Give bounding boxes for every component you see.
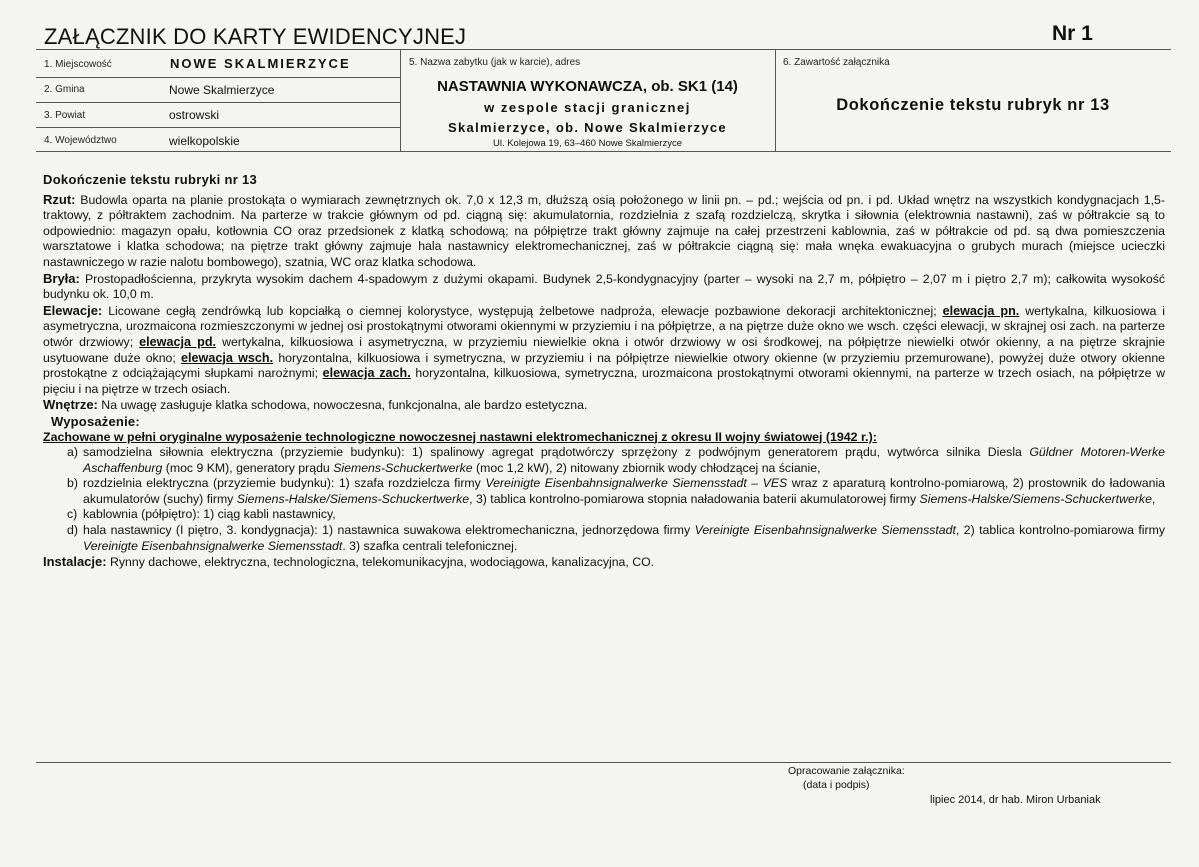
item-b-firm-1: Vereinigte Eisenbahnsignalwerke Siemensstadt – VES <box>485 476 788 491</box>
nazwa-line1: NASTAWNIA WYKONAWCZA, ob. SK1 (14) <box>437 78 738 95</box>
item-a-firm-2: Siemens-Schuckertwerke <box>333 460 473 475</box>
nazwa-line3: Skalmierzyce, ob. Nowe Skalmierzyce <box>448 120 727 135</box>
gmina-value: Nowe Skalmierzyce <box>169 83 275 97</box>
item-d-text-2: , 2) tablica kontrolno-pomiarowa firmy <box>955 523 1165 538</box>
elewacja-pd-label: elewacja pd. <box>139 334 217 349</box>
marker-d: d) <box>67 523 78 538</box>
list-item-d <box>43 523 1165 554</box>
list-item-c <box>43 507 1165 523</box>
rule-footer <box>36 762 1171 763</box>
section-heading: Dokończenie tekstu rubryki nr 13 <box>43 172 258 187</box>
item-d-text-1: hala nastawnicy (I piętro, 3. kondygnacja): 1) nastawnica suwakowa elektromechaniczna, jednorzędowa firmy <box>83 523 695 538</box>
item-a-firm-1: Güldner Motoren-Werke Aschaffenburg <box>83 445 1165 475</box>
wojewodztwo-value: wielkopolskie <box>169 134 240 148</box>
wyposazenie-sub: Zachowane w pełni oryginalne wyposażenie technologiczne nowoczesnej nastawni elektromechanicznej z okresu II wojny światowej (1942 r.): <box>43 429 877 444</box>
attachment-number: Nr 1 <box>1052 22 1093 45</box>
nazwa-label: 5. Nazwa zabytku (jak w karcie), adres <box>409 57 581 68</box>
elewacje-keyword: Elewacje: <box>43 302 103 318</box>
rzut-text: Budowla oparta na planie prostokąta o wymiarach zewnętrznych ok. 7,0 x 12,3 m, dłuższą osią położonego w linii pn. – pd.; wejścia od pn. i pd. Układ wnętrz na wszystkich kondygnacjach 1,5-traktowy, z półtraktem zachodnim. Na parterze w trakcie głównym od pd. ciągną się: akumulatornia, rozdzielnia z szafą rozdzielczą, skrytka i siłownia (elektrownia nastawni), zaś w półtrakcie są to odpowiednio: magazyn opału, kotłownia CO oraz przedsionek z klatką schodową; na półpiętrze trakt główny zajmuje na całej przestrzeni kablownia, zaś w półtrakcie od pd. są dwa pomieszczenia warsztatowe i klatka schodowa; na piętrze trakt główny zajmuje hala nastawnicy elektromechanicznej, zaś w półtrakcie ciągną się: mała wnęka ewakuacyjna o grubych murach (miejsce ucieczki nastawniczego w razie nalotu bombowego), szatnia, WC oraz klatka schodowa. <box>43 192 1165 269</box>
rule-row1 <box>36 77 400 78</box>
item-a-text-2: (moc 9 KM), generatory prądu <box>162 460 334 475</box>
elewacje-text-1: Licowane cegłą zendrówką lub kopciałką o ciemnej kolorystyce, występują żelbetowe nadproża, elewacje pozbawione dekoracji architektonicznej; <box>102 303 943 318</box>
miejscowosc-value: NOWE SKALMIERZYCE <box>170 56 351 71</box>
paragraph-wnetrze <box>43 397 1165 414</box>
powiat-label: 3. Powiat <box>44 110 86 121</box>
bryla-keyword: Bryła: <box>43 270 80 286</box>
instalacje-keyword: Instalacje: <box>43 554 107 570</box>
gmina-label: 2. Gmina <box>44 84 85 95</box>
elewacje-text-2: wertykalna, kilkuosiowa i asymetryczna, urozmaicona rozmieszczonymi w jednej osi prostokątnymi otworami okiennymi w przyziemiu i na półpiętrze, a na piętrze duże okno we wsch. części elewacji, w skrajnej osi zach. na parterze otwór drzwiowy; <box>43 303 1165 349</box>
adres: Ul. Kolejowa 19, 63–460 Nowe Skalmierzyce <box>492 138 683 149</box>
instalacje-text: Rynny dachowe, elektryczna, technologiczna, telekomunikacyjna, wodociągowa, kanalizacyjna, CO. <box>106 555 655 570</box>
document-body <box>43 172 1165 571</box>
wnetrze-text: Na uwagę zasługuje klatka schodowa, nowoczesna, funkcjonalna, ale bardzo estetyczna. <box>97 398 588 413</box>
bryla-text: Prostopadłościenna, przykryta wysokim dachem 4-spadowym z dużymi okapami. Budynek 2,5-kondygnacyjny (parter – wysoki na 2,7 m, półpiętro – 2,07 m i piętro 2,7 m); całkowita wysokość budynku ok. 10,0 m. <box>43 271 1165 302</box>
elewacja-zach-label: elewacja zach. <box>322 366 411 381</box>
wyposazenie-subheading <box>43 430 1165 446</box>
item-b-firm-2: Siemens-Halske/Siemens-Schuckertwerke <box>236 491 470 506</box>
rule-top <box>36 49 1171 50</box>
elewacja-wsch-label: elewacja wsch. <box>181 350 274 365</box>
elewacja-pn-label: elewacja pn. <box>942 303 1020 318</box>
item-a-text-1: samodzielna siłownia elektryczna (przyziemie budynku): 1) spalinowy agregat prądotwórczy sprzężony z podwójnym generatorem prądu, wytwórca silnika Diesla <box>83 445 1030 460</box>
item-b-text-1: rozdzielnia elektryczna (przyziemie budynku): 1) szafa rozdzielcza firmy <box>83 476 486 491</box>
list-item-a <box>43 445 1165 476</box>
paragraph-elewacje <box>43 303 1165 398</box>
item-c-text-1: kablownia (półpiętro): 1) ciąg kabli nastawnicy, <box>83 507 336 522</box>
elewacje-text-4: horyzontalna, kilkuosiowa i symetryczna, w przyziemiu i na półpiętrze niewielkie otwory okienne (w przyziemiu przemurowane), powyżej duże otwory okienne prostokątne z odciążającymi słupkami narożnymi; <box>43 350 1165 381</box>
zawartosc-value: Dokończenie tekstu rubryk nr 13 <box>836 96 1110 114</box>
marker-c: c) <box>67 507 78 522</box>
wojewodztwo-label: 4. Województwo <box>44 135 117 146</box>
list-item-b <box>43 476 1165 507</box>
rzut-keyword: Rzut: <box>43 191 76 207</box>
marker-b: b) <box>67 476 78 491</box>
item-d-firm-2: Vereinigte Eisenbahnsignalwerke Siemensstadt <box>83 538 343 553</box>
rule-row2 <box>36 102 400 103</box>
item-b-text-3: , 3) tablica kontrolno-pomiarowa stopnia naładowania baterii akumulatorowej firmy <box>469 491 920 506</box>
item-d-text-3: . 3) szafka centrali telefonicznej. <box>342 538 518 553</box>
rule-bottom <box>36 151 1171 152</box>
elewacje-text-3: wertykalna, kilkuosiowa i asymetryczna, w przyziemiu niewielkie okna i otwór drzwiowy w osi środkowej, na półpiętrze niewielki otwór okienny, a na piętrze skrajnie usytuowane duże okno; <box>43 334 1165 365</box>
item-b-firm-3: Siemens-Halske/Siemens-Schuckertwerke <box>919 491 1152 506</box>
data-podpis-label: (data i podpis) <box>803 779 870 791</box>
author-signature: lipiec 2014, dr hab. Miron Urbaniak <box>930 794 1101 806</box>
paragraph-bryla <box>43 271 1165 303</box>
marker-a: a) <box>67 445 78 460</box>
powiat-value: ostrowski <box>169 108 220 122</box>
wnetrze-keyword: Wnętrze: <box>43 397 98 413</box>
wyposazenie-list <box>43 445 1165 554</box>
wyposazenie-heading: Wyposażenie: <box>51 413 140 429</box>
zawartosc-label: 6. Zawartość załącznika <box>783 57 890 68</box>
document-title: ZAŁĄCZNIK DO KARTY EWIDENCYJNEJ <box>44 24 467 49</box>
nazwa-line2: w zespole stacji granicznej <box>484 100 691 115</box>
paragraph-rzut <box>43 192 1165 271</box>
item-a-text-3: (moc 1,2 kW), 2) nitowany zbiornik wody chłodzącej na ścianie, <box>472 460 821 475</box>
rule-row3 <box>36 127 400 128</box>
elewacje-text-5: horyzontalna, kilkuosiowa, symetryczna, urozmaicona prostokątnymi otworami okiennymi, na parterze w trzech osiach, na półpiętrze w pięciu i na piętrze w trzech osiach. <box>43 366 1165 396</box>
paragraph-instalacje <box>43 554 1165 571</box>
item-d-firm-1: Vereinigte Eisenbahnsignalwerke Siemensstadt <box>694 523 956 538</box>
miejscowosc-label: 1. Miejscowość <box>44 59 112 70</box>
item-b-text-2: wraz z aparaturą kontrolno-pomiarową, 2) prostownik do ładowania akumulatorów (suchy) firmy <box>83 476 1166 506</box>
item-b-text-4: , <box>1151 491 1156 506</box>
opracowanie-label: Opracowanie załącznika: <box>788 765 905 777</box>
